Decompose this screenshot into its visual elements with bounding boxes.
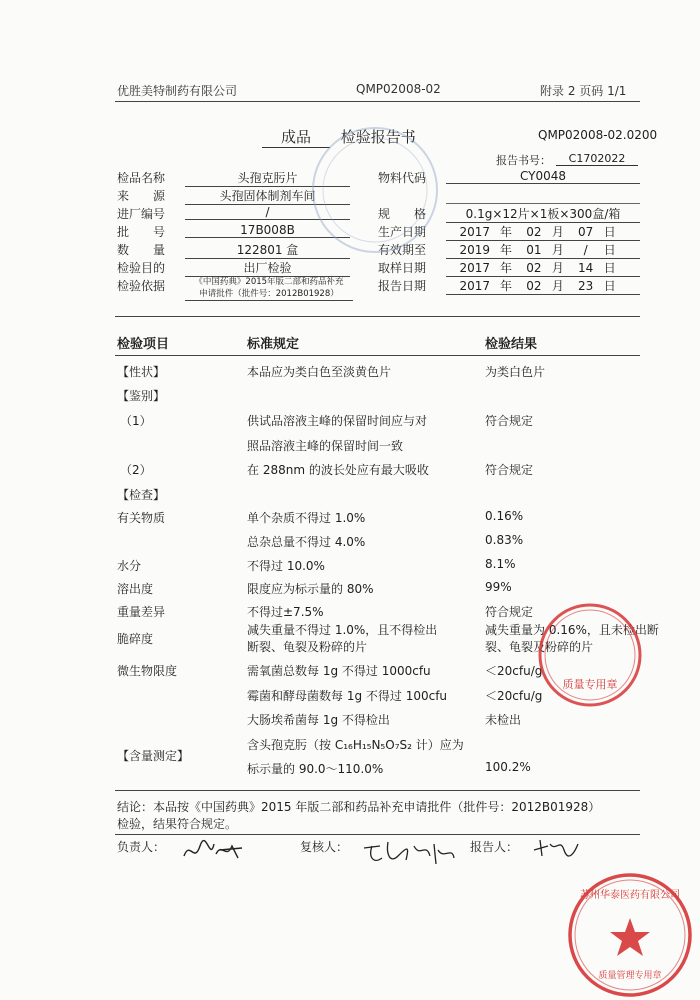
col-item-header: 检验项目 [117,337,170,352]
import-no: / [185,205,350,220]
row-result: 未检出 [485,713,522,727]
row-standard: 照品溶液主峰的保留时间一致 [247,439,404,453]
doc-code: QMP02008-02 [356,82,441,96]
responsible-label: 负责人： [117,840,166,854]
purpose: 出厂检验 [185,259,350,277]
row-item: 【检查】 [117,488,166,502]
quality-seal-text: 质量专用章 [562,678,618,691]
product-name: 头孢克肟片 [185,169,350,187]
product-name-label: 检品名称 [117,171,166,185]
expiry-date: 2019 年 01 月 / 日 [446,241,640,259]
row-item: 【含量测定】 [117,749,190,763]
qty-label: 数 量 [117,243,166,257]
row-result: ＜20cfu/g [485,689,543,703]
row-standard: 大肠埃希菌每 1g 不得检出 [247,713,390,727]
company-seal-text: 苏州华泰医药有限公司 [580,890,680,901]
title-text: 检验报告书 [340,128,416,146]
row-standard: 本品应为类白色至淡黄色片 [247,365,392,379]
row-standard: 限度应为标示量的 80% [247,582,374,596]
mfg-date: 2017 年 02 月 07 日 [446,223,640,241]
row-result: 减失重量为 0.16%，且未检出断 [485,623,659,637]
page-info: 附录 2 页码 1/1 [540,84,627,98]
batch-label: 批 号 [117,225,166,239]
table-bottom-rule [115,790,640,791]
reporter-label: 报告人： [470,840,519,854]
conclusion-line2: 检验，结果符合规定。 [117,817,238,831]
header-rule [115,101,640,102]
row-item: 水分 [117,559,142,573]
report-no: C1702022 [556,152,638,166]
basis-label: 检验依据 [117,279,166,293]
row-result: 8.1% [485,557,516,571]
mfg-date-label: 生产日期 [378,225,427,239]
sample-date: 2017 年 02 月 14 日 [446,259,640,277]
col-standard-header: 标准规定 [247,337,300,352]
source-label: 来 源 [117,189,166,203]
row-result: 符合规定 [485,463,534,477]
row-item: 有关物质 [117,511,166,525]
row-item: 重量差异 [117,605,166,619]
source: 头孢固体制剂车间 [185,187,350,205]
quality-seal-stamp [535,600,645,710]
title-category: 成品 [262,126,330,148]
row-item: 【鉴别】 [117,389,166,403]
row-standard: 供试品溶液主峰的保留时间应与对 [247,414,428,428]
row-result: 符合规定 [485,414,534,428]
row-result: 99% [485,580,512,594]
row-standard: 单个杂质不得过 1.0% [247,511,366,525]
basis: 《中国药典》2015年版二部和药品补充 申请批件（批件号：2012B01928） [185,276,353,301]
company-seal-stamp [565,870,695,1000]
row-result: 0.83% [485,533,524,547]
star-icon [610,918,650,956]
row-result: 0.16% [485,509,524,523]
expiry-label: 有效期至 [378,243,427,257]
row-standard: 不得过±7.5% [247,605,324,619]
row-item: （1） [120,414,152,428]
form-code: QMP02008-02.0200 [538,128,658,142]
blank-line [446,203,640,204]
row-item: 脆碎度 [117,632,154,646]
row-standard: 不得过 10.0% [247,559,325,573]
import-no-label: 进厂编号 [117,207,166,221]
report-no-label: 报告书号： [496,154,551,167]
reporter-signature [530,834,582,860]
row-standard: 在 288nm 的波长处应有最大吸收 [247,463,429,477]
row-result: 裂、龟裂及粉碎的片 [485,640,594,654]
row-standard: 断裂、龟裂及粉碎的片 [247,640,368,654]
row-standard: 标示量的 90.0～110.0% [247,762,384,776]
row-result: 100.2% [485,760,531,774]
company-name: 优胜美特制药有限公司 [117,84,238,98]
row-item: 溶出度 [117,582,154,596]
row-standard: 含头孢克肟（按 C₁₆H₁₅N₅O₇S₂ 计）应为 [247,738,464,752]
purpose-label: 检验目的 [117,261,166,275]
row-item: 【性状】 [117,365,166,379]
faint-blue-seal [305,120,445,260]
sample-date-label: 取样日期 [378,261,427,275]
row-item: 微生物限度 [117,664,178,678]
row-standard: 需氧菌总数每 1g 不得过 1000cfu [247,664,431,678]
report-date: 2017 年 02 月 23 日 [446,277,640,295]
spec-label: 规 格 [378,207,427,221]
table-header-rule [115,355,640,356]
row-result: ＜20cfu/g [485,664,543,678]
conclusion-line1: 结论：本品按《中国药典》2015 年版二部和药品补充申请批件（批件号：2012B01928） [117,800,601,814]
reviewer-signature [360,834,460,872]
row-item: （2） [120,463,152,477]
reviewer-label: 复核人： [300,840,349,854]
qty: 122801 盒 [185,241,350,259]
report-date-label: 报告日期 [378,279,427,293]
row-result: 为类白色片 [485,365,546,379]
batch: 17B008B [185,223,350,238]
col-result-header: 检验结果 [485,337,538,352]
row-standard: 霉菌和酵母菌数每 1g 不得过 100cfu [247,689,448,703]
material-code: CY0048 [446,169,640,184]
material-code-label: 物料代码 [378,171,427,185]
row-standard: 总杂总量不得过 4.0% [247,535,366,549]
responsible-signature [180,834,250,868]
company-seal-subtext: 质量管理专用章 [598,971,662,981]
row-result: 符合规定 [485,605,534,619]
row-standard: 减失重量不得过 1.0%，且不得检出 [247,623,438,637]
spec: 0.1g×12片×1板×300盒/箱 [446,205,640,223]
info-divider [115,316,640,317]
